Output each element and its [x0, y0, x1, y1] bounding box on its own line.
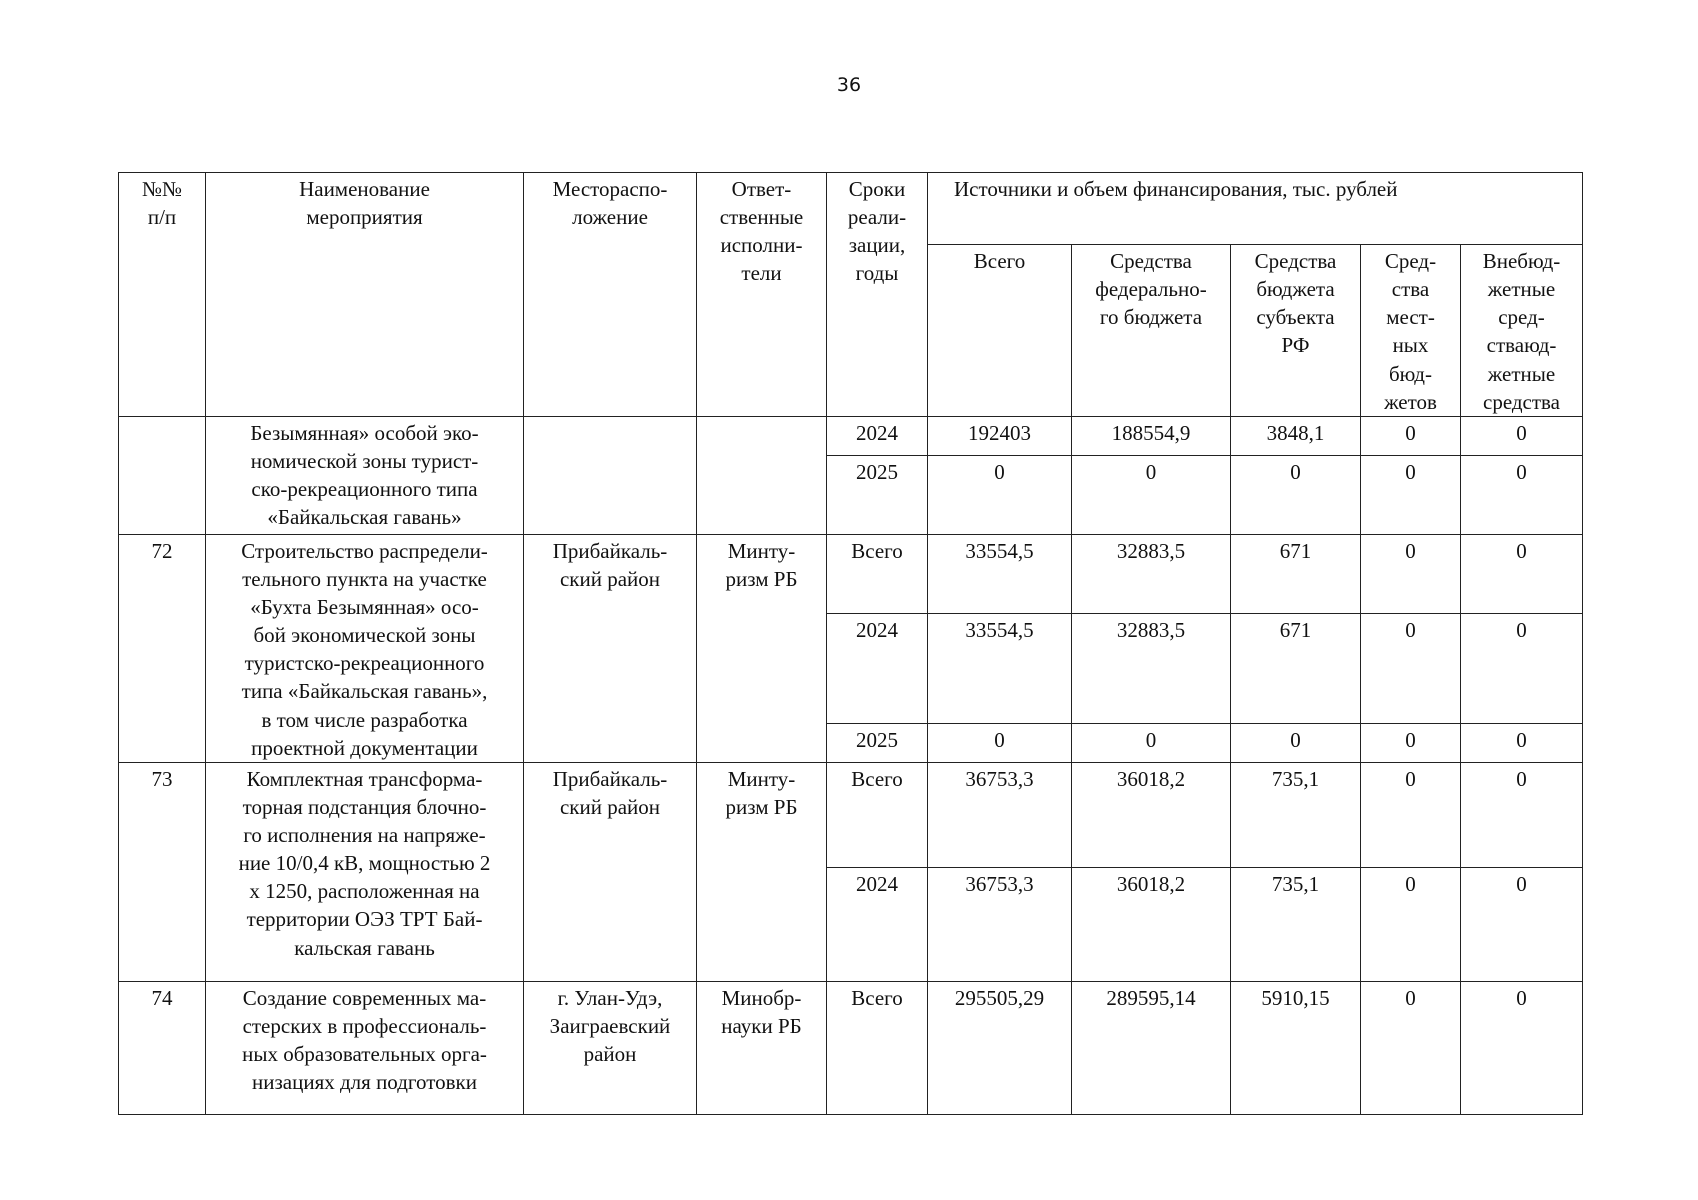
cell-extra: 0 [1461, 723, 1583, 762]
row-num [119, 416, 206, 534]
cell-federal: 36018,2 [1072, 867, 1231, 981]
row-location: г. Улан-Удэ, Заиграевский район [524, 981, 697, 1114]
cell-total: 0 [928, 723, 1072, 762]
cell-total: 295505,29 [928, 981, 1072, 1114]
cell-period: Всего [827, 762, 928, 867]
row-responsible [697, 416, 827, 534]
cell-period: 2024 [827, 416, 928, 455]
header-sources: Источники и объем финансирования, тыс. рублей [928, 173, 1583, 245]
cell-extra: 0 [1461, 614, 1583, 723]
row-responsible: Минобр- науки РБ [697, 981, 827, 1114]
row-responsible: Минту- ризм РБ [697, 762, 827, 981]
cell-total: 0 [928, 455, 1072, 534]
cell-period: 2024 [827, 614, 928, 723]
header-responsible: Ответ- ственные исполни- тели [697, 173, 827, 417]
cell-local: 0 [1361, 981, 1461, 1114]
header-regional: Средства бюджета субъекта РФ [1231, 245, 1361, 417]
table-row [119, 762, 1583, 867]
cell-period: Всего [827, 534, 928, 613]
cell-federal: 32883,5 [1072, 534, 1231, 613]
cell-federal: 0 [1072, 455, 1231, 534]
cell-local: 0 [1361, 867, 1461, 981]
cell-total: 36753,3 [928, 762, 1072, 867]
cell-total: 192403 [928, 416, 1072, 455]
cell-regional: 0 [1231, 455, 1361, 534]
row-num: 73 [119, 762, 206, 981]
header-num: №№ п/п [119, 173, 206, 417]
cell-federal: 32883,5 [1072, 614, 1231, 723]
cell-regional: 671 [1231, 614, 1361, 723]
header-total: Всего [928, 245, 1072, 417]
cell-period: 2025 [827, 455, 928, 534]
financing-table [118, 172, 1583, 1115]
cell-total: 36753,3 [928, 867, 1072, 981]
row-num: 74 [119, 981, 206, 1114]
header-extra: Внебюд- жетные сред- стваюд- жетные средства [1461, 245, 1583, 417]
cell-extra: 0 [1461, 762, 1583, 867]
page-number: 36 [836, 74, 862, 96]
row-name: Комплектная трансформа- торная подстанция блочно- го исполнения на напряже- ние 10/0,4 кВ, мощностью 2 х 1250, расположенная на территории ОЭЗ ТРТ Бай- кальская гавань [206, 762, 524, 981]
cell-federal: 0 [1072, 723, 1231, 762]
cell-local: 0 [1361, 455, 1461, 534]
cell-total: 33554,5 [928, 614, 1072, 723]
cell-extra: 0 [1461, 867, 1583, 981]
cell-total: 33554,5 [928, 534, 1072, 613]
row-responsible: Минту- ризм РБ [697, 534, 827, 762]
cell-period: 2024 [827, 867, 928, 981]
cell-federal: 188554,9 [1072, 416, 1231, 455]
header-local: Сред- ства мест- ных бюд- жетов [1361, 245, 1461, 417]
cell-regional: 0 [1231, 723, 1361, 762]
cell-federal: 289595,14 [1072, 981, 1231, 1114]
cell-period: 2025 [827, 723, 928, 762]
cell-extra: 0 [1461, 416, 1583, 455]
cell-extra: 0 [1461, 981, 1583, 1114]
row-name: Безымянная» особой эко- номической зоны турист- ско-рекреационного типа «Байкальская гавань» [206, 416, 524, 534]
row-location: Прибайкаль- ский район [524, 534, 697, 762]
header-row [119, 173, 1583, 245]
cell-local: 0 [1361, 534, 1461, 613]
row-location: Прибайкаль- ский район [524, 762, 697, 981]
row-location [524, 416, 697, 534]
cell-regional: 671 [1231, 534, 1361, 613]
cell-local: 0 [1361, 614, 1461, 723]
cell-local: 0 [1361, 723, 1461, 762]
table-row [119, 534, 1583, 613]
cell-local: 0 [1361, 762, 1461, 867]
header-location: Месторaспо- ложение [524, 173, 697, 417]
cell-federal: 36018,2 [1072, 762, 1231, 867]
row-name: Строительство распредели- тельного пункта на участке «Бухта Безымянная» осо- бой экономической зоны туристско-рекреационного типа «Байкальская гавань», в том числе разработка проектной документации [206, 534, 524, 762]
header-federal: Средства федерально- го бюджета [1072, 245, 1231, 417]
cell-period: Всего [827, 981, 928, 1114]
row-name: Создание современных ма- стерских в профессиональ- ных образовательных орга- низациях для подготовки [206, 981, 524, 1114]
table-row [119, 981, 1583, 1114]
cell-regional: 735,1 [1231, 867, 1361, 981]
cell-regional: 5910,15 [1231, 981, 1361, 1114]
header-name: Наименование мероприятия [206, 173, 524, 417]
table-row [119, 416, 1583, 455]
cell-regional: 3848,1 [1231, 416, 1361, 455]
cell-local: 0 [1361, 416, 1461, 455]
header-period: Сроки реали- зации, годы [827, 173, 928, 417]
cell-extra: 0 [1461, 534, 1583, 613]
cell-regional: 735,1 [1231, 762, 1361, 867]
cell-extra: 0 [1461, 455, 1583, 534]
row-num: 72 [119, 534, 206, 762]
